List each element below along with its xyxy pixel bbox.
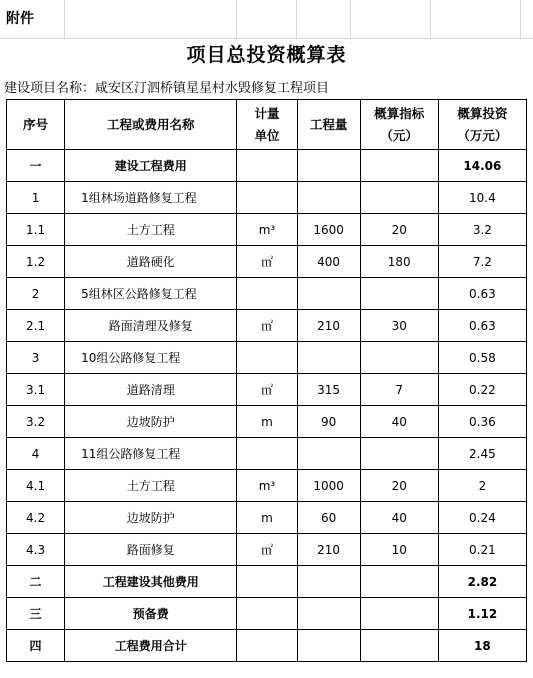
cell-index	[360, 630, 438, 662]
cell-seq: 四	[7, 630, 65, 662]
cell-invest: 18	[438, 630, 526, 662]
grid-line	[236, 0, 237, 38]
cell-unit: m	[237, 502, 297, 534]
cell-index: 180	[360, 246, 438, 278]
header-unit	[237, 100, 297, 150]
header-unit-line2: 单位	[254, 127, 280, 143]
cell-invest: 0.21	[438, 534, 526, 566]
cell-index	[360, 598, 438, 630]
cell-name: 边坡防护	[65, 406, 237, 438]
cell-seq: 2.1	[7, 310, 65, 342]
cell-unit: ㎡	[237, 534, 297, 566]
cell-unit	[237, 182, 297, 214]
cell-index	[360, 150, 438, 182]
cell-qty: 1600	[297, 214, 360, 246]
cell-qty	[297, 342, 360, 374]
cell-seq: 3.1	[7, 374, 65, 406]
cell-invest: 2	[438, 470, 526, 502]
cell-qty: 1000	[297, 470, 360, 502]
grid-line	[430, 0, 431, 38]
cell-qty	[297, 278, 360, 310]
cell-index: 30	[360, 310, 438, 342]
page-title: 项目总投资概算表	[186, 44, 347, 66]
cell-name: 路面修复	[65, 534, 237, 566]
cell-invest: 2.82	[438, 566, 526, 598]
cell-index	[360, 342, 438, 374]
cell-name: 道路清理	[65, 374, 237, 406]
cell-qty: 60	[297, 502, 360, 534]
attachment-label: 附件	[6, 11, 34, 27]
cell-name: 5组林区公路修复工程	[65, 278, 237, 310]
table-row	[7, 182, 527, 214]
cell-index: 7	[360, 374, 438, 406]
header-invest-line1: 概算投资	[457, 105, 508, 121]
cell-name: 建设工程费用	[65, 150, 237, 182]
cell-name: 1组林场道路修复工程	[65, 182, 237, 214]
table-row	[7, 566, 527, 598]
cell-unit	[237, 278, 297, 310]
grid-line	[64, 0, 65, 38]
cell-seq: 1	[7, 182, 65, 214]
table-row	[7, 502, 527, 534]
cell-seq: 4.3	[7, 534, 65, 566]
cell-qty	[297, 182, 360, 214]
cell-invest: 0.36	[438, 406, 526, 438]
cell-qty: 315	[297, 374, 360, 406]
cell-unit	[237, 598, 297, 630]
cell-unit	[237, 150, 297, 182]
header-index-line1: 概算指标	[374, 105, 425, 121]
cell-index: 40	[360, 502, 438, 534]
table-row	[7, 470, 527, 502]
cell-invest: 0.63	[438, 278, 526, 310]
cell-index: 40	[360, 406, 438, 438]
cell-unit: ㎡	[237, 310, 297, 342]
cell-invest: 0.22	[438, 374, 526, 406]
table-row	[7, 310, 527, 342]
cell-name: 10组公路修复工程	[65, 342, 237, 374]
cell-invest: 0.58	[438, 342, 526, 374]
header-seq: 序号	[7, 100, 65, 150]
table-row	[7, 374, 527, 406]
table-row	[7, 246, 527, 278]
cell-seq: 1.1	[7, 214, 65, 246]
header-qty: 工程量	[297, 100, 360, 150]
table-header-row	[7, 100, 527, 150]
spreadsheet-top-grid	[0, 0, 533, 39]
table-row	[7, 214, 527, 246]
table-row	[7, 630, 527, 662]
cell-invest: 3.2	[438, 214, 526, 246]
cell-qty	[297, 150, 360, 182]
cell-name: 工程建设其他费用	[65, 566, 237, 598]
grid-line	[520, 0, 521, 38]
cell-unit: ㎡	[237, 374, 297, 406]
cell-index	[360, 566, 438, 598]
table-row	[7, 406, 527, 438]
cell-unit: m	[237, 406, 297, 438]
cell-qty: 210	[297, 534, 360, 566]
cell-invest: 2.45	[438, 438, 526, 470]
cell-invest: 0.24	[438, 502, 526, 534]
cell-seq: 3.2	[7, 406, 65, 438]
cell-index: 20	[360, 214, 438, 246]
cell-unit	[237, 438, 297, 470]
cell-invest: 14.06	[438, 150, 526, 182]
cell-unit: ㎡	[237, 246, 297, 278]
cell-index: 10	[360, 534, 438, 566]
header-index	[360, 100, 438, 150]
cell-qty: 400	[297, 246, 360, 278]
cell-name: 预备费	[65, 598, 237, 630]
table-row	[7, 150, 527, 182]
cell-unit	[237, 342, 297, 374]
cell-qty: 210	[297, 310, 360, 342]
cell-invest: 0.63	[438, 310, 526, 342]
investment-table	[6, 99, 527, 662]
cell-seq: 4	[7, 438, 65, 470]
cell-unit	[237, 566, 297, 598]
project-label: 建设项目名称：	[4, 81, 96, 96]
cell-seq: 1.2	[7, 246, 65, 278]
header-name: 工程或费用名称	[65, 100, 237, 150]
cell-seq: 三	[7, 598, 65, 630]
grid-line	[296, 0, 297, 38]
cell-index: 20	[360, 470, 438, 502]
cell-invest: 7.2	[438, 246, 526, 278]
header-invest-line2: （万元）	[457, 127, 508, 143]
cell-name: 土方工程	[65, 470, 237, 502]
header-index-line2: （元）	[380, 127, 418, 143]
cell-seq: 一	[7, 150, 65, 182]
cell-seq: 2	[7, 278, 65, 310]
cell-unit: m³	[237, 470, 297, 502]
cell-qty: 90	[297, 406, 360, 438]
cell-seq: 二	[7, 566, 65, 598]
project-name-line	[4, 77, 329, 96]
cell-name: 11组公路修复工程	[65, 438, 237, 470]
cell-invest: 10.4	[438, 182, 526, 214]
table-row	[7, 438, 527, 470]
cell-qty	[297, 566, 360, 598]
cell-seq: 4.2	[7, 502, 65, 534]
cell-index	[360, 278, 438, 310]
header-invest	[438, 100, 526, 150]
table-row	[7, 534, 527, 566]
header-unit-line1: 计量	[254, 105, 280, 121]
grid-line	[350, 0, 351, 38]
table-row	[7, 598, 527, 630]
cell-qty	[297, 598, 360, 630]
cell-name: 路面清理及修复	[65, 310, 237, 342]
table-row	[7, 278, 527, 310]
cell-name: 边坡防护	[65, 502, 237, 534]
cell-seq: 4.1	[7, 470, 65, 502]
cell-name: 道路硬化	[65, 246, 237, 278]
cell-index	[360, 182, 438, 214]
cell-index	[360, 438, 438, 470]
cell-qty	[297, 630, 360, 662]
cell-name: 土方工程	[65, 214, 237, 246]
cell-seq: 3	[7, 342, 65, 374]
cell-unit	[237, 630, 297, 662]
cell-unit: m³	[237, 214, 297, 246]
project-name: 咸安区汀泗桥镇星星村水毁修复工程项目	[95, 81, 330, 96]
table-row	[7, 342, 527, 374]
cell-qty	[297, 438, 360, 470]
cell-name: 工程费用合计	[65, 630, 237, 662]
cell-invest: 1.12	[438, 598, 526, 630]
